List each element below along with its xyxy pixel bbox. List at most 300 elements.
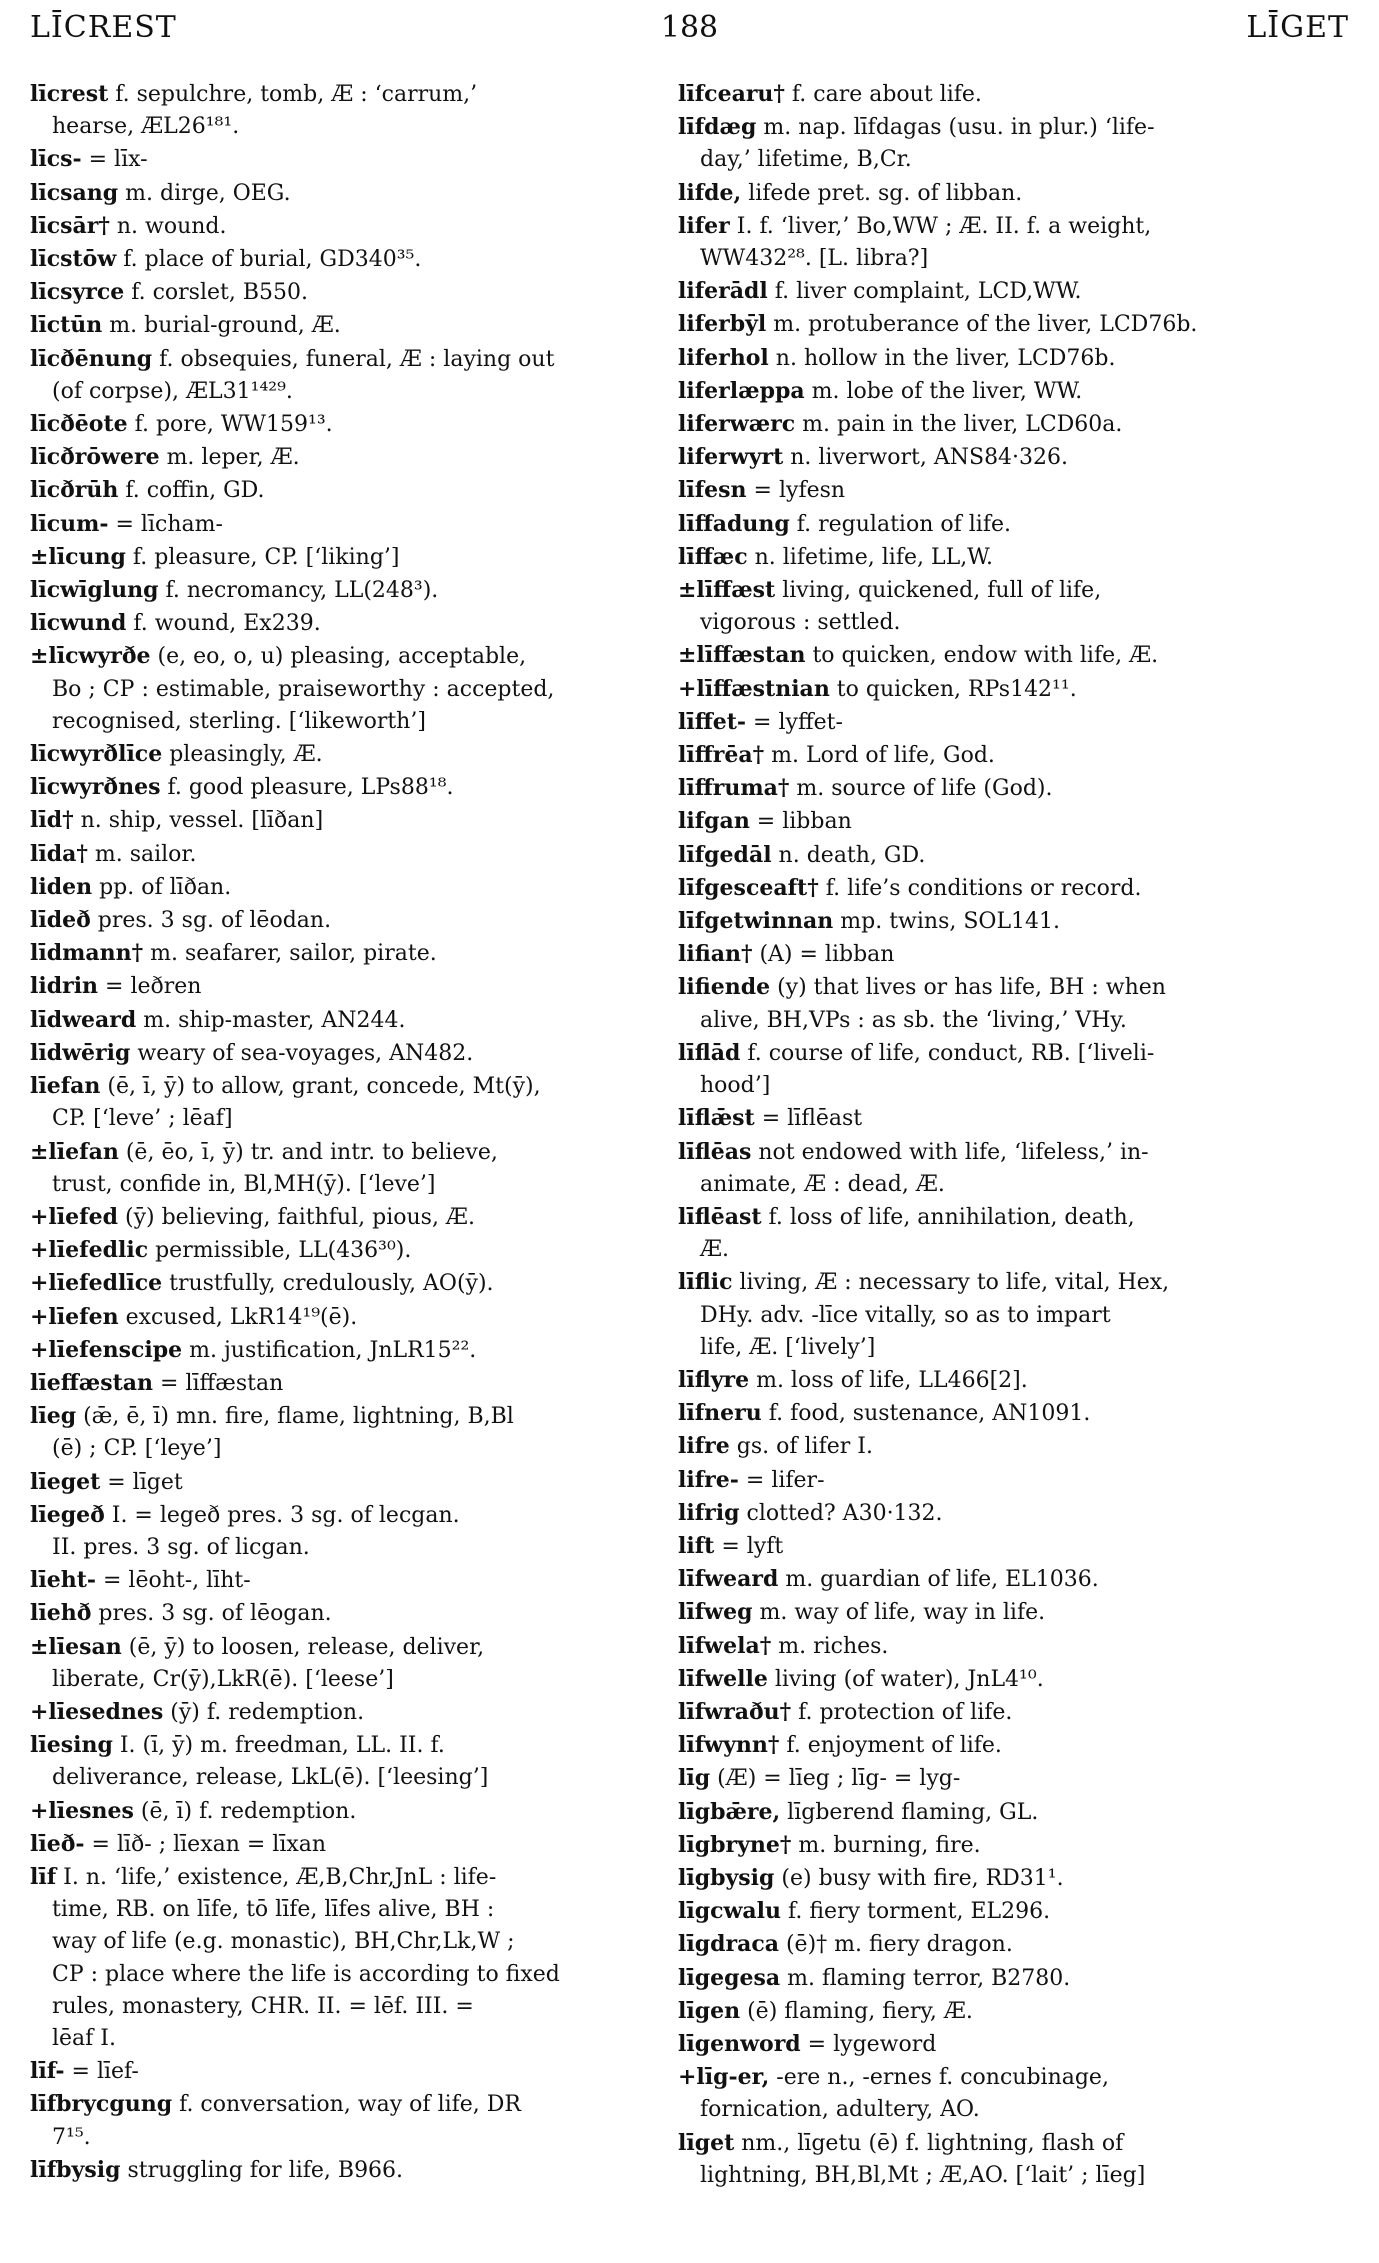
entry-continuation <box>30 2023 670 2055</box>
definition: = lygeword <box>800 2031 937 2057</box>
definition: living, Æ : necessary to life, vital, Hex, <box>732 1270 1170 1296</box>
definition: f. liver complaint, LCD,WW. <box>767 279 1082 305</box>
definition: n. ship, vessel. [līðan] <box>73 808 324 834</box>
definition: = līcham- <box>108 511 223 537</box>
definition: f. loss of life, annihilation, death, <box>761 1204 1135 1230</box>
definition: m. ship-master, AN244. <box>136 1007 406 1033</box>
headword: līcwyrðnes <box>30 774 161 801</box>
entry-continuation <box>30 1103 670 1135</box>
dictionary-entry <box>30 871 670 904</box>
definition: I. f. ‘liver,’ Bo,WW ; Æ. II. f. a weight, <box>729 213 1152 239</box>
definition: permissible, LL(436³⁰). <box>148 1238 412 1264</box>
headword: līfwelle <box>678 1665 768 1692</box>
dictionary-entry <box>678 1729 1318 1762</box>
entry-continuation <box>678 607 1318 639</box>
definition: gs. of lifer I. <box>729 1434 873 1460</box>
headword: līffæc <box>678 543 748 570</box>
headword: +līefen <box>30 1303 119 1330</box>
dictionary-entry <box>30 343 670 376</box>
definition: m. riches. <box>771 1633 889 1659</box>
headword: +līefedlic <box>30 1237 149 1264</box>
headword: līdwērig <box>30 1039 131 1066</box>
entry-continuation <box>30 706 670 738</box>
dictionary-entry <box>30 143 670 176</box>
headword: līegeð <box>30 1501 105 1528</box>
headword: līffadung <box>678 510 790 537</box>
dictionary-entry <box>678 508 1318 541</box>
definition: CP : place where the life is according to fixed <box>52 1961 560 1987</box>
entry-continuation <box>30 674 670 706</box>
entry-continuation <box>30 1169 670 1201</box>
dictionary-entry <box>30 1729 670 1762</box>
headword: ±līcwyrðe <box>30 643 151 670</box>
definition: not endowed with life, ‘lifeless,’ in- <box>751 1139 1149 1165</box>
entry-continuation <box>678 1234 1318 1266</box>
definition: m. guardian of life, EL1036. <box>778 1567 1099 1593</box>
definition: deliverance, release, LkL(ē). [‘leesing’] <box>52 1765 489 1791</box>
dictionary-entry <box>678 474 1318 507</box>
definition: excused, LkR14¹⁹(ē). <box>118 1304 358 1330</box>
definition: m. protuberance of the liver, LCD76b. <box>766 312 1198 338</box>
definition: m. Lord of life, God. <box>764 743 995 769</box>
entry-continuation <box>678 1332 1318 1364</box>
headword: +līefed <box>30 1203 118 1230</box>
headword: līdweard <box>30 1006 137 1033</box>
headword: līgbysig <box>678 1864 775 1891</box>
dictionary-entry <box>678 111 1318 144</box>
headword: līcrest <box>30 81 109 107</box>
headword: liferādl <box>678 278 768 305</box>
page-number: 188 <box>660 10 719 45</box>
definition: liberate, Cr(ȳ),LkR(ē). [‘leese’] <box>52 1666 394 1692</box>
dictionary-entry <box>678 1497 1318 1530</box>
dictionary-entry <box>678 1596 1318 1629</box>
dictionary-entry <box>30 309 670 342</box>
headword: līgegesa <box>678 1964 781 1991</box>
definition: f. sepulchre, tomb, Æ : ‘carrum,’ <box>108 82 478 107</box>
dictionary-entry <box>30 1334 670 1367</box>
headword: liferwyrt <box>678 444 784 471</box>
dictionary-entry <box>678 1829 1318 1862</box>
headword: lidrin <box>30 973 99 1000</box>
dictionary-entry <box>678 1895 1318 1928</box>
headword: līeffæstan <box>30 1369 154 1396</box>
definition: to quicken, endow with life, Æ. <box>805 643 1159 669</box>
dictionary-entry <box>678 1630 1318 1663</box>
definition: m. dirge, OEG. <box>118 180 291 206</box>
definition: f. protection of life. <box>791 1699 1013 1725</box>
headword: līcs- <box>30 146 82 173</box>
headword: līdmann† <box>30 940 144 967</box>
definition: f. good pleasure, LPs88¹⁸. <box>160 775 454 801</box>
dictionary-entry <box>678 1995 1318 2028</box>
headword: līfweg <box>678 1599 753 1626</box>
right-column <box>678 78 1318 2192</box>
headword: liferhol <box>678 344 769 371</box>
dictionary-entry <box>678 177 1318 210</box>
definition: pleasingly, Æ. <box>162 742 323 768</box>
definition: pp. of līðan. <box>92 874 232 900</box>
definition: m. nap. līfdagas (usu. in plur.) ‘life- <box>756 115 1155 141</box>
headword: līcsyrce <box>30 279 125 306</box>
headword: līfwynn† <box>678 1732 780 1759</box>
definition: f. conversation, way of life, DR <box>172 2092 521 2118</box>
entry-continuation <box>30 1664 670 1696</box>
headword: līfwela† <box>678 1632 772 1659</box>
definition: f. pleasure, CP. [‘liking’] <box>125 544 400 570</box>
definition: f. place of burial, GD340³⁵. <box>116 247 422 273</box>
dictionary-entry <box>30 2088 670 2121</box>
headword: liferbȳl <box>678 311 767 338</box>
headword: līcstōw <box>30 246 117 273</box>
definition: I. (ī, ȳ) m. freedman, LL. II. f. <box>112 1733 445 1759</box>
headword: līfbrycgung <box>30 2091 173 2118</box>
definition: (ȳ) f. redemption. <box>163 1699 365 1725</box>
headword: līgbǣre, <box>678 1798 781 1825</box>
definition: f. wound, Ex239. <box>126 611 321 637</box>
definition: Bo ; CP : estimable, praiseworthy : accepted, <box>52 676 555 702</box>
entry-continuation <box>30 2122 670 2154</box>
entry-continuation <box>30 1959 670 1991</box>
headword: līcum- <box>30 510 109 537</box>
dictionary-entry <box>678 342 1318 375</box>
dictionary-entry <box>30 904 670 937</box>
entry-continuation <box>30 1433 670 1465</box>
headword: liferwærc <box>678 411 796 438</box>
dictionary-entry <box>678 639 1318 672</box>
headword: līfweard <box>678 1566 779 1593</box>
definition: = leðren <box>98 974 202 1000</box>
definition: f. regulation of life. <box>789 511 1011 537</box>
definition: trustfully, credulously, AO(ȳ). <box>162 1271 494 1297</box>
headword: līcðrūh <box>30 477 119 504</box>
dictionary-entry <box>678 1464 1318 1497</box>
dictionary-entry <box>30 1564 670 1597</box>
dictionary-entry <box>678 275 1318 308</box>
definition: mp. twins, SOL141. <box>833 909 1061 935</box>
dictionary-entry <box>678 210 1318 243</box>
dictionary-entry <box>30 243 670 276</box>
dictionary-entry <box>30 640 670 673</box>
headword: līgcwalu <box>678 1898 782 1925</box>
dictionary-entry <box>678 1762 1318 1795</box>
headword: līf <box>30 1863 57 1890</box>
definition: (ē, ēo, ī, ȳ) tr. and intr. to believe, <box>118 1139 498 1165</box>
headword: līctūn <box>30 312 103 339</box>
dictionary-entry <box>30 1037 670 1070</box>
definition: f. coffin, GD. <box>118 478 265 504</box>
definition: m. leper, Æ. <box>159 445 300 471</box>
dictionary-entry <box>678 1201 1318 1234</box>
definition: (of corpse), ÆL31¹⁴²⁹. <box>52 378 293 404</box>
dictionary-entry <box>30 1367 670 1400</box>
dictionary-entry <box>30 1400 670 1433</box>
dictionary-entry <box>678 574 1318 607</box>
definition: lightning, BH,Bl,Mt ; Æ,AO. [‘lait’ ; līeg] <box>700 2162 1146 2188</box>
headword: līffet- <box>678 708 747 735</box>
dictionary-entry <box>30 276 670 309</box>
definition: (ē, ī) f. redemption. <box>133 1798 357 1824</box>
dictionary-entry <box>678 1397 1318 1430</box>
definition: = līef- <box>64 2059 139 2085</box>
definition: (y) that lives or has life, BH : when <box>770 975 1166 1001</box>
dictionary-entry <box>30 738 670 771</box>
dictionary-entry <box>678 1696 1318 1729</box>
page-header <box>30 10 1349 66</box>
definition: nm., līgetu (ē) f. lightning, flash of <box>734 2130 1124 2156</box>
dictionary-entry <box>678 78 1318 111</box>
definition: pres. 3 sg. of lēogan. <box>91 1601 332 1627</box>
headword: līflēast <box>678 1203 762 1230</box>
definition: f. care about life. <box>784 82 982 107</box>
dictionary-entry <box>678 1102 1318 1135</box>
headword: ±līefan <box>30 1138 119 1165</box>
dictionary-entry <box>30 78 670 111</box>
dictionary-entry <box>30 838 670 871</box>
headword: +līesnes <box>30 1797 134 1824</box>
entry-continuation <box>678 1070 1318 1102</box>
definition: hood’] <box>700 1073 771 1099</box>
dictionary-entry <box>678 673 1318 706</box>
dictionary-entry <box>678 1563 1318 1596</box>
headword: līcðēnung <box>30 345 153 372</box>
dictionary-entry <box>30 408 670 441</box>
dictionary-entry <box>30 1828 670 1861</box>
headword: ±līesan <box>30 1633 122 1660</box>
dictionary-entry <box>678 1037 1318 1070</box>
definition: WW432²⁸. [L. libra?] <box>700 246 929 272</box>
definition: (ē)† m. fiery dragon. <box>778 1932 1013 1958</box>
definition: f. corslet, B550. <box>124 280 309 306</box>
dictionary-entry <box>30 2154 670 2187</box>
dictionary-entry <box>30 574 670 607</box>
definition: pres. 3 sg. of lēodan. <box>90 908 332 934</box>
dictionary-entry <box>678 1136 1318 1169</box>
definition: trust, confide in, Bl,MH(ȳ). [‘leve’] <box>52 1171 436 1197</box>
definition: hearse, ÆL26¹⁸¹. <box>52 114 240 140</box>
left-column <box>30 78 670 2187</box>
definition: weary of sea-voyages, AN482. <box>130 1040 474 1066</box>
headword: līcsār† <box>30 212 110 239</box>
definition: n. liverwort, ANS84·326. <box>783 445 1069 471</box>
headword: līeð- <box>30 1830 85 1857</box>
dictionary-entry <box>30 1267 670 1300</box>
headword: liden <box>30 873 93 900</box>
dictionary-entry <box>30 177 670 210</box>
definition: = lyfesn <box>746 478 846 504</box>
definition: II. pres. 3 sg. of licgan. <box>52 1534 310 1560</box>
headword: ±līcung <box>30 543 126 570</box>
definition: Æ. <box>700 1237 730 1263</box>
definition: -ere n., -ernes f. concubinage, <box>769 2065 1109 2091</box>
entry-continuation <box>30 111 670 143</box>
dictionary-entry <box>678 971 1318 1004</box>
headword: līeget <box>30 1468 101 1495</box>
definition: = lyft <box>714 1533 784 1559</box>
definition: f. course of life, conduct, RB. [‘liveli- <box>740 1040 1155 1066</box>
dictionary-entry <box>30 1070 670 1103</box>
headword: +līg-er, <box>678 2064 770 2091</box>
entry-continuation <box>678 144 1318 176</box>
definition: f. enjoyment of life. <box>779 1733 1002 1759</box>
definition: f. obsequies, funeral, Æ : laying out <box>152 346 555 372</box>
dictionary-entry <box>30 1004 670 1037</box>
headword: līflic <box>678 1269 733 1296</box>
definition: = lēoht-, līht- <box>96 1568 251 1594</box>
definition: = lifer- <box>738 1467 825 1493</box>
headword: līfgedāl <box>678 841 772 868</box>
headword: ±līffæstan <box>678 642 806 669</box>
dictionary-entry <box>678 1962 1318 1995</box>
definition: alive, BH,VPs : as sb. the ‘living,’ VHy. <box>700 1007 1127 1033</box>
headword: līget <box>678 2129 735 2156</box>
definition: m. flaming terror, B2780. <box>780 1965 1071 1991</box>
entry-continuation <box>678 1005 1318 1037</box>
headword: līesing <box>30 1732 113 1759</box>
headword: līg <box>678 1765 711 1792</box>
dictionary-entry <box>678 1530 1318 1563</box>
definition: = līð- ; līexan = līxan <box>84 1831 327 1857</box>
dictionary-entry <box>30 508 670 541</box>
headword: liferlæppa <box>678 377 805 404</box>
dictionary-entry <box>678 706 1318 739</box>
definition: = līffæstan <box>153 1370 284 1396</box>
definition: m. burial-ground, Æ. <box>102 313 341 339</box>
definition: vigorous : settled. <box>700 610 901 636</box>
definition: f. pore, WW159¹³. <box>127 412 333 438</box>
dictionary-entry <box>30 1631 670 1664</box>
definition: day,’ lifetime, B,Cr. <box>700 147 912 173</box>
dictionary-entry <box>30 1466 670 1499</box>
definition: f. food, sustenance, AN1091. <box>761 1401 1091 1427</box>
headword: lifde, <box>678 179 742 206</box>
headword: +līefedlīce <box>30 1270 163 1297</box>
dictionary-entry <box>678 2028 1318 2061</box>
definition: lēaf I. <box>52 2025 116 2051</box>
definition: fornication, adultery, AO. <box>700 2097 980 2123</box>
headword: līfwraðu† <box>678 1698 792 1725</box>
dictionary-entry <box>678 839 1318 872</box>
headword: līflād <box>678 1039 741 1066</box>
headword: līffruma† <box>678 775 790 802</box>
dictionary-entry <box>678 408 1318 441</box>
definition: 7¹⁵. <box>52 2124 91 2150</box>
header-first-word: LĪCREST <box>30 10 177 45</box>
dictionary-entry <box>678 772 1318 805</box>
dictionary-entry <box>30 970 670 1003</box>
dictionary-entry <box>678 1928 1318 1961</box>
definition: m. justification, JnLR15²². <box>182 1337 477 1363</box>
headword: lift <box>678 1532 715 1559</box>
definition: living (of water), JnL4¹⁰. <box>767 1666 1044 1692</box>
definition: living, quickened, full of life, <box>775 578 1102 604</box>
dictionary-entry <box>30 474 670 507</box>
dictionary-entry <box>678 938 1318 971</box>
dictionary-entry <box>678 1862 1318 1895</box>
dictionary-entry <box>678 739 1318 772</box>
headword: lifrig <box>678 1499 740 1526</box>
entry-continuation <box>30 376 670 408</box>
dictionary-entry <box>30 1201 670 1234</box>
definition: DHy. adv. -līce vitally, so as to impart <box>700 1302 1111 1328</box>
definition: n. death, GD. <box>771 842 926 868</box>
headword: līgdraca <box>678 1931 779 1958</box>
definition: līgberend flaming, GL. <box>780 1799 1039 1825</box>
definition: (ē) flaming, fiery, Æ. <box>740 1998 973 2024</box>
headword: lifiende <box>678 974 771 1001</box>
definition: m. lobe of the liver, WW. <box>804 378 1083 404</box>
headword: līfesn <box>678 477 747 504</box>
definition: = līx- <box>81 147 148 173</box>
dictionary-entry <box>678 375 1318 408</box>
dictionary-entry <box>30 1795 670 1828</box>
dictionary-entry <box>30 937 670 970</box>
headword: līflǣst <box>678 1105 755 1132</box>
headword: līfneru <box>678 1400 762 1427</box>
definition: n. wound. <box>109 213 227 239</box>
headword: līefan <box>30 1073 101 1100</box>
definition: n. hollow in the liver, LCD76b. <box>768 345 1116 371</box>
headword: līcðēote <box>30 411 128 438</box>
definition: struggling for life, B966. <box>120 2157 404 2183</box>
definition: life, Æ. [‘lively’] <box>700 1334 876 1360</box>
definition: clotted? A30·132. <box>739 1500 943 1526</box>
definition: recognised, sterling. [‘likeworth’] <box>52 708 426 734</box>
definition: = libban <box>749 809 852 835</box>
headword: +līffæstnian <box>678 675 830 702</box>
dictionary-entry <box>30 607 670 640</box>
entry-continuation <box>678 1300 1318 1332</box>
definition: (Æ) = līeg ; līg- = lyg- <box>710 1766 961 1792</box>
headword: līfbysig <box>30 2156 121 2183</box>
definition: CP. [‘leve’ ; lēaf] <box>52 1106 233 1132</box>
definition: m. seafarer, sailor, pirate. <box>143 941 437 967</box>
dictionary-entry <box>30 1499 670 1532</box>
headword: līflēas <box>678 1138 752 1165</box>
headword: līgbryne† <box>678 1831 792 1858</box>
definition: lifede pret. sg. of libban. <box>741 180 1023 206</box>
dictionary-entry <box>678 1266 1318 1299</box>
dictionary-entry <box>678 2127 1318 2160</box>
definition: (ȳ) believing, faithful, pious, Æ. <box>118 1204 475 1230</box>
dictionary-entry <box>30 2055 670 2088</box>
dictionary-entry <box>30 1597 670 1630</box>
definition: (ē, ȳ) to loosen, release, deliver, <box>121 1634 485 1660</box>
dictionary-entry <box>678 541 1318 574</box>
dictionary-entry <box>678 1796 1318 1829</box>
headword: lifgan <box>678 808 750 835</box>
dictionary-entry <box>30 441 670 474</box>
definition: m. loss of life, LL466[2]. <box>749 1367 1028 1393</box>
headword: līehð <box>30 1600 92 1627</box>
headword: +līefenscipe <box>30 1336 183 1363</box>
headword: lifre <box>678 1433 730 1460</box>
definition: (A) = libban <box>752 942 895 968</box>
entry-continuation <box>30 1926 670 1958</box>
headword: līeg <box>30 1403 77 1430</box>
dictionary-entry <box>678 2061 1318 2094</box>
dictionary-entry <box>30 771 670 804</box>
definition: m. source of life (God). <box>789 776 1053 802</box>
dictionary-entry <box>678 441 1318 474</box>
dictionary-entry <box>30 210 670 243</box>
dictionary-entry <box>30 1136 670 1169</box>
definition: to quicken, RPs142¹¹. <box>829 676 1077 702</box>
definition: I. n. ‘life,’ existence, Æ,B,Chr,JnL : life- <box>56 1864 497 1890</box>
headword: līd† <box>30 807 74 834</box>
definition: f. necromancy, LL(248³). <box>158 578 439 604</box>
entry-continuation <box>30 1894 670 1926</box>
